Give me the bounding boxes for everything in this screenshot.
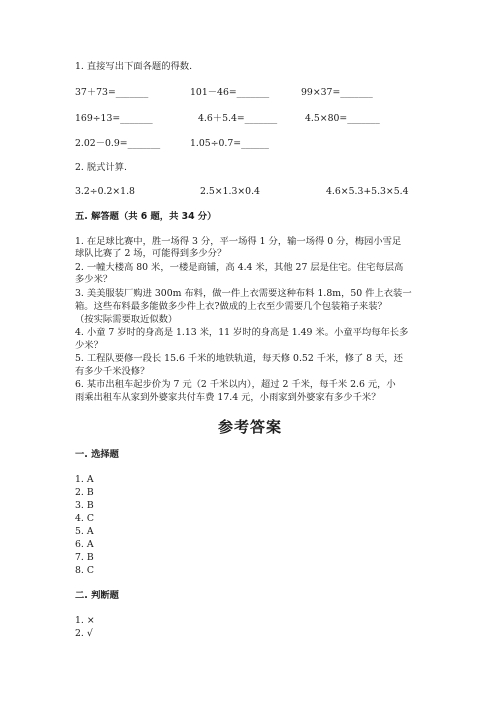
calc-heading: 1. 直接写出下面各题的得数. — [75, 61, 193, 72]
calc-item: 99×37=_______ — [301, 87, 373, 98]
calc-item: 2.02－0.9=_______ — [75, 138, 161, 149]
problem-line: 多少米？ — [75, 274, 113, 285]
calc-item: 1.05÷0.7=______ — [190, 138, 269, 149]
problem-line: 5. 工程队要修一段长 15.6 千米的地铁轨道，每天修 0.52 千米，修了 8 天，还 — [75, 353, 403, 364]
problem-line: 球队比赛了 2 场，可能得到多少分？ — [75, 248, 227, 259]
problem-line: 3. 美美服装厂购进 300m 布料，做一件上衣需要这种布料 1.8m，50 件上衣装一 — [75, 288, 412, 299]
calc-item: 37＋73=_______ — [75, 87, 149, 98]
answer-item: 7. B — [75, 552, 94, 563]
problem-line: 1. 在足球比赛中，胜一场得 3 分，平一场得 1 分，输一场得 0 分，梅园小雪足 — [75, 236, 402, 247]
problem-line: （按实际需要取近似数） — [75, 314, 178, 325]
problem-line: 少米？ — [75, 340, 103, 351]
answers-part2-heading: 二. 判断题 — [75, 590, 119, 601]
problem-line: 雨乘出租车从家到外婆家共付车费 17.4 元，小雨家到外婆家有多少千米？ — [75, 392, 381, 403]
calc-item: 169÷13=_______ — [75, 113, 153, 124]
answer-item: 1. A — [75, 474, 94, 485]
calc-item: 4.6×5.3+5.3×5.4 — [326, 186, 409, 197]
answer-item: 4. C — [75, 513, 94, 524]
problem-line: 有多少千米没修？ — [75, 366, 150, 377]
calc-item: 3.2÷0.2×1.8 — [75, 186, 135, 197]
answer-item: 3. B — [75, 500, 94, 511]
calc-item: 4.6＋5.4=_______ — [198, 113, 278, 124]
problem-line: 箱。这些布料最多能做多少件上衣?做成的上衣至少需要几个包装箱子来装？ — [75, 301, 387, 312]
section-heading: 五. 解答题（共 6 题，共 34 分） — [75, 211, 217, 222]
answer-item: 1. × — [75, 615, 95, 626]
answer-item: 6. A — [75, 539, 94, 550]
problem-line: 4. 小童 7 岁时的身高是 1.13 米，11 岁时的身高是 1.49 米。小童平均每年长多 — [75, 327, 409, 338]
problem-line: 2. 一幢大楼高 80 米，一楼是商铺，高 4.4 米，其他 27 层是住宅。住宅每层高 — [75, 262, 404, 273]
answers-part1-heading: 一. 选择题 — [75, 449, 119, 460]
calc-item: 4.5×80=_______ — [305, 113, 380, 124]
answer-item: 2. B — [75, 487, 94, 498]
calc-item: 2.5×1.3×0.4 — [200, 186, 260, 197]
calc-item: 101－46=_______ — [190, 87, 270, 98]
answer-item: 8. C — [75, 565, 94, 576]
calc-heading-2: 2. 脱式计算. — [75, 162, 127, 173]
answer-item: 5. A — [75, 526, 94, 537]
problem-line: 6. 某市出租车起步价为 7 元（2 千米以内），超过 2 千米，每千米 2.6 元，小 — [75, 379, 396, 390]
answers-title: 参考答案 — [217, 418, 282, 436]
answer-item: 2. √ — [75, 628, 93, 639]
